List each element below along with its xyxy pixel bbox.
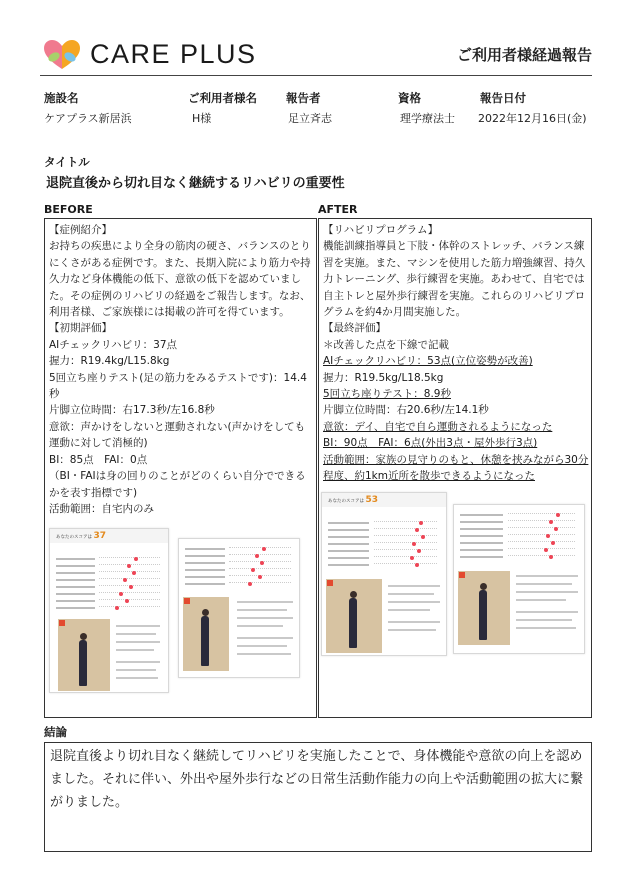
before-bi-fai-note: （BI・FAIは身の回りのことがどのくらい自分でできるかを表す指標です) xyxy=(49,470,306,499)
program-description: 機能訓練指導員と下肢・体幹のストレッチ、バランス練習を実施。また、マシンを使用した筋力増強練習、持久力トレーニング、歩行練習を実施。あわせて、自宅では自主トレと屋外歩行練習を実施。これらのリハビリプログラムを約4か月間実施した。 xyxy=(323,240,586,319)
logo-wordmark: CARE PLUS xyxy=(90,38,257,69)
before-ai-report-screenshot xyxy=(49,528,169,693)
side-posture-photo xyxy=(183,597,229,671)
after-sit-stand: 5回立ち座りテスト：8.9秒 xyxy=(323,388,451,401)
conclusion-panel xyxy=(44,742,592,852)
posture-photo xyxy=(326,579,382,653)
after-one-leg: 片脚立位時間：右20.6秒/左14.1秒 xyxy=(323,404,489,417)
title-label: タイトル xyxy=(44,155,90,169)
underline-note: ＊改善した点を下線で記載 xyxy=(323,338,449,351)
after-activity: 活動範囲：家族の見守りのもと、休憩を挟みながら30分程度、約1km近所を散歩できるようになった xyxy=(323,453,589,483)
before-grip: 握力：R19.4kg/L15.8kg xyxy=(49,355,170,368)
initial-eval-heading: 【初期評価】 xyxy=(49,322,112,335)
after-grip: 握力：R19.5kg/L18.5kg xyxy=(323,371,444,384)
final-eval-heading: 【最終評価】 xyxy=(323,322,386,335)
ai-score-bar: あなたのスコアは 53 xyxy=(322,493,446,507)
ai-score-bar: あなたのスコアは 37 xyxy=(50,529,168,543)
before-ai-score: 37 xyxy=(93,531,106,541)
page-header xyxy=(40,32,592,76)
before-one-leg: 片脚立位時間：右17.3秒/左16.8秒 xyxy=(49,404,215,417)
before-activity: 活動範囲：自宅内のみ xyxy=(49,502,154,515)
posture-photo xyxy=(58,619,110,691)
conclusion-text: 退院直後より切れ目なく継続してリハビリを実施したことで、身体機能や意欲の向上を認めました。それに伴い、外出や屋外歩行などの日常生活動作能力の向上や活動範囲の拡大に繋がりました。 xyxy=(50,749,584,810)
before-ai-check: AIチェックリハビリ：37点 xyxy=(49,338,178,351)
after-bi-fai: BI：90点 FAI：6点(外出3点・屋外歩行3点) xyxy=(323,437,538,450)
reporter-label: 報告者 xyxy=(286,91,321,105)
document-title: ご利用者様経過報告 xyxy=(456,46,592,64)
facility-value: ケアプラス新居浜 xyxy=(44,112,132,125)
before-label: BEFORE xyxy=(44,203,93,216)
before-panel xyxy=(44,218,317,718)
header-divider xyxy=(40,75,592,76)
score-rows xyxy=(328,521,442,570)
care-plus-logo xyxy=(40,36,257,72)
qualification-value: 理学療法士 xyxy=(400,112,455,125)
side-posture-photo xyxy=(458,571,510,645)
program-heading: 【リハビリプログラム】 xyxy=(323,224,439,236)
after-ai-report-screenshot xyxy=(321,492,447,656)
facility-label: 施設名 xyxy=(44,91,79,105)
detail-rows xyxy=(185,547,295,589)
after-motivation: 意欲：デイ、自宅で自ら運動されるようになった xyxy=(323,420,553,433)
user-label: ご利用者様名 xyxy=(188,91,257,105)
after-label: AFTER xyxy=(318,203,358,216)
case-heading: 【症例紹介】 xyxy=(49,224,112,236)
date-label: 報告日付 xyxy=(480,91,526,105)
before-detail-screenshot xyxy=(178,538,300,678)
after-detail-screenshot xyxy=(453,504,585,654)
reporter-value: 足立斉志 xyxy=(288,112,332,125)
report-title: 退院直後から切れ目なく継続するリハビリの重要性 xyxy=(46,176,345,191)
after-text xyxy=(323,222,591,485)
before-bi-fai: BI：85点 FAI：0点 xyxy=(49,453,148,466)
before-sit-stand: 5回立ち座りテスト(足の筋力をみるテストです)：14.4秒 xyxy=(49,371,307,401)
case-description: お持ちの疾患により全身の筋肉の硬さ、バランスのとりにくさがある症例です。また、長期入院により筋力や持久力など身体機能の低下、意欲の低下を認めていました。その症例のリハビリの経過をご報告します。なお、利用者様、ご家族様には掲載の許可を得ています。 xyxy=(49,240,311,319)
after-ai-score: 53 xyxy=(365,495,378,505)
before-text xyxy=(49,222,315,517)
after-panel xyxy=(318,218,592,718)
after-ai-check: AIチェックリハビリ：53点(立位姿勢が改善) xyxy=(323,355,533,368)
heart-logo-icon xyxy=(40,37,84,71)
user-value: H様 xyxy=(192,112,212,125)
date-value: 2022年12月16日(金) xyxy=(478,112,587,125)
before-motivation: 意欲：声かけをしないと運動されない(声かけをしても運動に対して消極的) xyxy=(49,420,306,450)
detail-rows xyxy=(460,513,580,562)
conclusion-label: 結論 xyxy=(44,725,67,739)
qualification-label: 資格 xyxy=(398,91,421,105)
score-rows xyxy=(56,557,164,613)
